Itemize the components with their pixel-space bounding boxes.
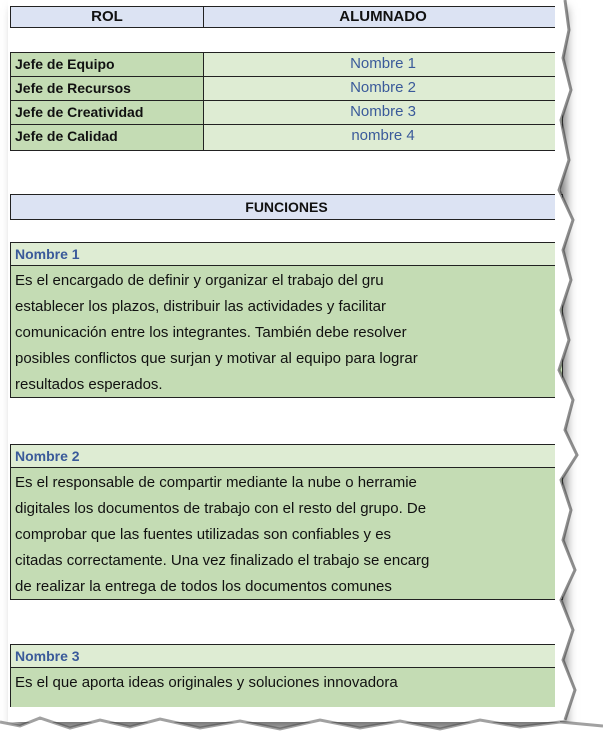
text-line: de realizar la entrega de todos los documentos comunes — [15, 578, 392, 595]
torn-bottom-decoration — [0, 700, 603, 749]
text-line: establecer los plazos, distribuir las actividades y facilitar — [15, 298, 386, 315]
text-line: Es el que aporta ideas originales y soluciones innovadora — [15, 674, 398, 691]
role-cell[interactable]: Jefe de Equipo — [10, 52, 204, 77]
function-block-text[interactable] — [10, 467, 563, 600]
student-cell[interactable]: nombre 4 — [203, 124, 563, 151]
torn-edge-decoration — [555, 0, 603, 749]
text-line: Es el encargado de definir y organizar el trabajo del gru — [15, 272, 384, 289]
text-line: comunicación entre los integrantes. También debe resolver — [15, 324, 407, 341]
student-cell[interactable]: Nombre 1 — [203, 52, 563, 77]
header-alumnado[interactable]: ALUMNADO — [203, 6, 563, 28]
funciones-header[interactable]: FUNCIONES — [10, 194, 563, 220]
text-line: digitales los documentos de trabajo con el resto del grupo. De — [15, 500, 427, 517]
student-cell[interactable]: Nombre 2 — [203, 76, 563, 101]
function-block-name[interactable]: Nombre 2 — [10, 444, 563, 468]
role-cell[interactable]: Jefe de Recursos — [10, 76, 204, 101]
text-line: resultados esperados. — [15, 376, 163, 393]
role-cell[interactable]: Jefe de Creatividad — [10, 100, 204, 125]
header-rol[interactable]: ROL — [10, 6, 204, 28]
text-line: citadas correctamente. Una vez finalizado el trabajo se encarg — [15, 552, 430, 569]
text-line: posibles conflictos que surjan y motivar al equipo para lograr — [15, 350, 418, 367]
student-cell[interactable]: Nombre 3 — [203, 100, 563, 125]
text-line: comprobar que las fuentes utilizadas son confiables y es — [15, 526, 392, 543]
function-block-text[interactable] — [10, 265, 563, 398]
paper-sheet — [8, 0, 560, 722]
function-block-name[interactable]: Nombre 1 — [10, 242, 563, 266]
function-block-name[interactable]: Nombre 3 — [10, 644, 563, 668]
role-cell[interactable]: Jefe de Calidad — [10, 124, 204, 151]
text-line: Es el responsable de compartir mediante la nube o herramie — [15, 474, 417, 491]
